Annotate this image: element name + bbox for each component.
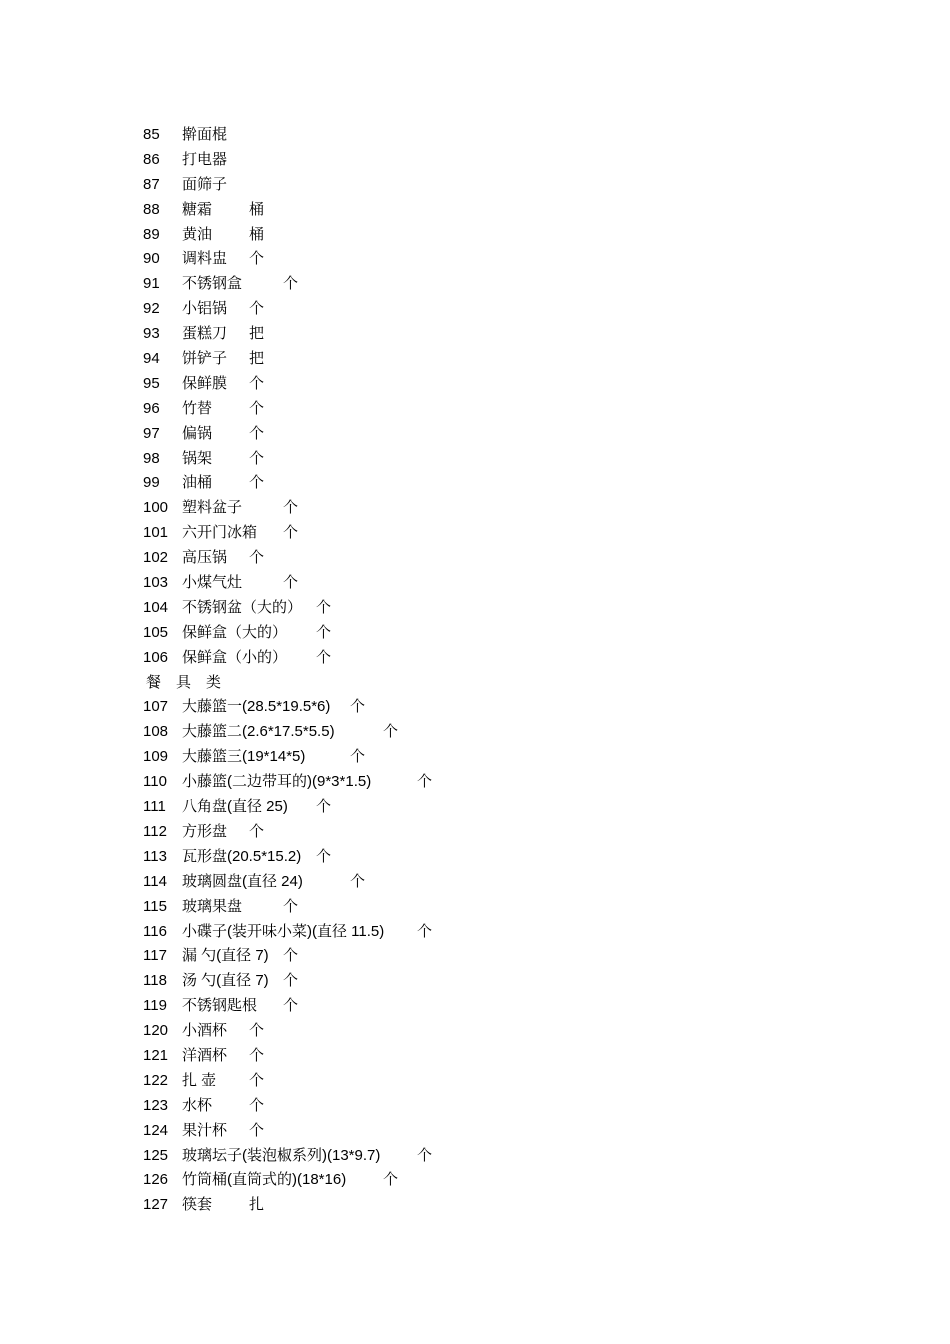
item-name: 黄油	[182, 225, 213, 243]
item-unit: 个	[249, 424, 265, 442]
item-number: 101	[143, 524, 169, 542]
item-unit: 个	[249, 250, 265, 268]
list-item	[143, 596, 843, 621]
item-name: 玻璃果盘	[182, 897, 243, 915]
item-name: 高压锅	[182, 549, 228, 567]
item-number: 96	[143, 399, 160, 417]
item-number: 121	[143, 1046, 169, 1064]
item-number: 125	[143, 1146, 169, 1164]
item-name: 筷套	[182, 1196, 213, 1214]
item-name: 小酒杯	[182, 1022, 228, 1040]
item-unit: 个	[350, 872, 366, 890]
item-name: 方形盘	[182, 822, 228, 840]
item-number: 104	[143, 598, 169, 616]
item-unit: 个	[249, 1096, 265, 1114]
item-name: 打电器	[182, 150, 228, 168]
section-header-row	[143, 671, 843, 696]
item-unit: 个	[249, 474, 265, 492]
item-number: 117	[143, 947, 167, 965]
item-unit: 个	[350, 748, 366, 766]
list-item	[143, 870, 843, 895]
list-item	[143, 745, 843, 770]
list-item	[143, 695, 843, 720]
item-name: 竹筒桶(直筒式的)(18*16)	[182, 1171, 347, 1189]
item-name: 饼铲子	[182, 350, 228, 368]
list-item	[143, 272, 843, 297]
item-number: 87	[143, 175, 160, 193]
list-item	[143, 422, 843, 447]
item-name: 擀面棍	[182, 126, 228, 143]
item-name: 小煤气灶	[182, 574, 243, 592]
item-unit: 个	[417, 773, 433, 791]
item-number: 107	[143, 698, 169, 716]
list-item	[143, 795, 843, 820]
list-item	[143, 1119, 843, 1144]
item-name: 保鲜膜	[182, 374, 228, 392]
item-unit: 个	[350, 698, 366, 716]
item-unit: 扎	[249, 1196, 265, 1214]
list-item	[143, 148, 843, 173]
item-unit: 个	[316, 598, 332, 616]
list-item	[143, 1193, 843, 1218]
list-item	[143, 471, 843, 496]
item-unit: 把	[249, 325, 265, 343]
list-item	[143, 546, 843, 571]
list-item	[143, 969, 843, 994]
list-item	[143, 1044, 843, 1069]
item-number: 92	[143, 300, 160, 318]
item-unit: 个	[249, 1071, 265, 1089]
list-item	[143, 1069, 843, 1094]
item-unit: 桶	[249, 225, 265, 243]
item-unit: 个	[283, 524, 299, 542]
item-name: 不锈钢盆（大的）	[182, 598, 303, 616]
item-unit: 个	[249, 1022, 265, 1040]
list-item	[143, 944, 843, 969]
item-number: 115	[143, 897, 167, 915]
item-name: 漏 勺(直径 7)	[182, 947, 269, 965]
item-unit: 个	[283, 897, 299, 915]
item-number: 100	[143, 499, 169, 517]
list-item	[143, 571, 843, 596]
item-number: 116	[143, 922, 167, 940]
item-name: 塑料盆子	[182, 499, 243, 517]
list-item	[143, 372, 843, 397]
item-unit: 个	[249, 374, 265, 392]
item-unit: 个	[249, 449, 265, 467]
item-unit: 个	[249, 1121, 265, 1139]
item-unit: 桶	[249, 200, 265, 218]
item-number: 91	[143, 275, 160, 293]
item-name: 竹替	[182, 399, 213, 417]
item-unit: 个	[249, 300, 265, 318]
item-unit: 个	[283, 972, 299, 990]
item-unit: 个	[249, 399, 265, 417]
item-unit: 个	[383, 723, 399, 741]
item-unit: 个	[417, 1146, 433, 1164]
item-number: 127	[143, 1196, 169, 1214]
item-name: 蛋糕刀	[182, 325, 228, 343]
item-number: 108	[143, 723, 169, 741]
item-name: 瓦形盘(20.5*15.2)	[182, 847, 302, 865]
list-item	[143, 223, 843, 248]
item-name: 汤 勺(直径 7)	[182, 972, 269, 990]
item-number: 90	[143, 250, 160, 268]
list-item	[143, 994, 843, 1019]
item-name: 大藤篮二(2.6*17.5*5.5)	[182, 723, 335, 741]
item-name: 大藤篮一(28.5*19.5*6)	[182, 698, 331, 716]
item-name: 扎 壶	[182, 1071, 217, 1089]
item-unit: 个	[283, 997, 299, 1015]
item-unit: 个	[316, 648, 332, 666]
section-header: 餐 具 类	[146, 673, 222, 691]
item-name: 大藤篮三(19*14*5)	[182, 748, 306, 766]
item-name: 玻璃坛子(装泡椒系列)(13*9.7)	[182, 1146, 381, 1164]
list-item	[143, 397, 843, 422]
list-item	[143, 1094, 843, 1119]
item-name: 保鲜盒（大的）	[182, 623, 288, 641]
list-item	[143, 820, 843, 845]
list-item	[143, 247, 843, 272]
item-number: 122	[143, 1071, 169, 1089]
item-number: 97	[143, 424, 160, 442]
item-name: 调料盅	[182, 250, 228, 268]
item-list	[143, 123, 843, 1218]
item-unit: 个	[249, 1046, 265, 1064]
item-number: 112	[143, 822, 167, 840]
item-number: 124	[143, 1121, 169, 1139]
item-name: 玻璃圆盘(直径 24)	[182, 872, 303, 890]
item-name: 糖霜	[182, 200, 213, 218]
item-name: 不锈钢盒	[182, 275, 243, 293]
item-number: 109	[143, 748, 169, 766]
item-number: 126	[143, 1171, 169, 1189]
item-name: 不锈钢匙根	[182, 997, 258, 1015]
item-name: 面筛子	[182, 175, 228, 193]
item-unit: 个	[283, 574, 299, 592]
item-unit: 把	[249, 350, 265, 368]
item-number: 102	[143, 549, 169, 567]
list-item	[143, 720, 843, 745]
item-unit: 个	[316, 798, 332, 816]
item-number: 123	[143, 1096, 169, 1114]
item-unit: 个	[417, 922, 433, 940]
item-number: 98	[143, 449, 160, 467]
item-name: 小铝锅	[182, 300, 228, 318]
list-item	[143, 347, 843, 372]
list-item	[143, 895, 843, 920]
item-number: 113	[143, 847, 167, 865]
list-item	[143, 496, 843, 521]
item-name: 保鲜盒（小的）	[182, 648, 288, 666]
list-item	[143, 198, 843, 223]
item-name: 八角盘(直径 25)	[182, 798, 288, 816]
item-number: 120	[143, 1022, 169, 1040]
item-unit: 个	[283, 947, 299, 965]
item-number: 95	[143, 374, 160, 392]
item-unit: 个	[383, 1171, 399, 1189]
item-name: 锅架	[182, 449, 213, 467]
item-unit: 个	[283, 275, 299, 293]
list-item	[143, 1019, 843, 1044]
item-number: 105	[143, 623, 169, 641]
list-item	[143, 646, 843, 671]
item-name: 果汁杯	[182, 1121, 228, 1139]
list-item	[143, 447, 843, 472]
item-unit: 个	[316, 623, 332, 641]
item-name: 洋酒杯	[182, 1046, 228, 1064]
item-number: 94	[143, 350, 160, 368]
item-number: 110	[143, 773, 167, 791]
item-number: 99	[143, 474, 160, 492]
list-item	[143, 621, 843, 646]
item-unit: 个	[316, 847, 332, 865]
item-number: 114	[143, 872, 167, 890]
list-item	[143, 845, 843, 870]
item-number: 89	[143, 225, 160, 243]
item-name: 小碟子(装开味小菜)(直径 11.5)	[182, 922, 385, 940]
item-name: 小藤篮(二边带耳的)(9*3*1.5)	[182, 773, 372, 791]
item-name: 油桶	[182, 474, 213, 492]
list-item	[143, 920, 843, 945]
item-name: 六开门冰箱	[182, 524, 258, 542]
list-item	[143, 521, 843, 546]
item-number: 93	[143, 325, 160, 343]
item-number: 106	[143, 648, 169, 666]
item-name: 偏锅	[182, 424, 213, 442]
item-number: 118	[143, 972, 167, 990]
item-number: 103	[143, 574, 169, 592]
list-item	[143, 297, 843, 322]
item-number: 86	[143, 150, 160, 168]
list-item	[143, 173, 843, 198]
item-number: 88	[143, 200, 160, 218]
item-number: 119	[143, 997, 167, 1015]
item-unit: 个	[283, 499, 299, 517]
list-item	[143, 1144, 843, 1169]
list-item	[143, 123, 843, 148]
item-number: 85	[143, 126, 160, 143]
item-number: 111	[143, 798, 166, 816]
item-unit: 个	[249, 549, 265, 567]
list-item	[143, 322, 843, 347]
item-unit: 个	[249, 822, 265, 840]
item-name: 水杯	[182, 1096, 213, 1114]
list-item	[143, 770, 843, 795]
list-item	[143, 1168, 843, 1193]
